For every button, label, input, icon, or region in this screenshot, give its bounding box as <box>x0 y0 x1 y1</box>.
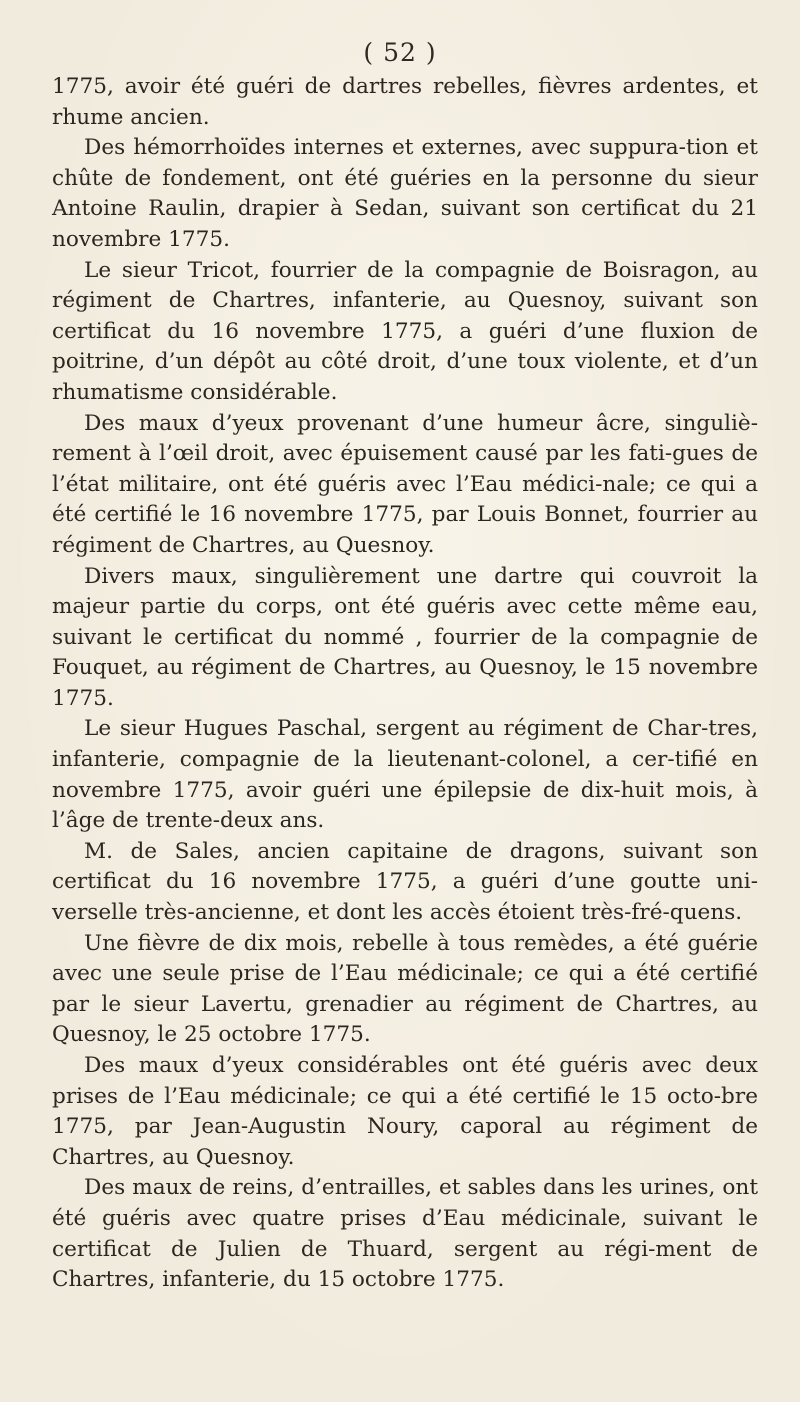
paragraph-tricot: Le sieur Tricot, fourrier de la compagnie de Boisragon, au régiment de Chartres, infanterie, au Quesnoy, suivant son certificat du 16 novembre 1775, a guéri d’une fluxion de poitrine, d’un dépôt au côté droit, d’une toux violente, et d’un rhumatisme considérable. <box>52 257 758 405</box>
paragraph-dartre: Divers maux, singulièrement une dartre qui couvroit la majeur partie du corps, ont été guéris avec cette même eau, suivant le certificat du nommé , fourrier de la compagnie de Fouquet, au régiment de Chartres, au Quesnoy, le 15 novembre 1775. <box>52 563 758 711</box>
paragraph-raulin: Des hémorrhoïdes internes et externes, avec suppura-tion et chûte de fondement, ont été guéries en la personne du sieur Antoine Raulin, drapier à Sedan, suivant son certificat du 21 novembre 1775. <box>52 135 758 252</box>
paragraph-noury: Des maux d’yeux considérables ont été guéris avec deux prises de l’Eau médicinale; ce qui a été certifié le 15 octo-bre 1775, par Jean-Augustin Noury, caporal au régiment de Chartres, au Quesnoy. <box>52 1053 758 1170</box>
page-body <box>52 72 758 1296</box>
paragraph-continuation: 1775, avoir été guéri de dartres rebelles, fièvres ardentes, et rhume ancien. <box>52 74 758 130</box>
paragraph-lavertu: Une fièvre de dix mois, rebelle à tous remèdes, a été guérie avec une seule prise de l’Eau médicinale; ce qui a été certifié par le sieur Lavertu, grenadier au régiment de Chartres, au Quesnoy, le 25 octobre 1775. <box>52 930 758 1048</box>
page-number: ( 52 ) <box>363 38 437 67</box>
paragraph-bonnet: Des maux d’yeux provenant d’une humeur âcre, singuliè-rement à l’œil droit, avec épuisement causé par les fati-gues de l’état militaire, ont été guéris avec l’Eau médici-nale; ce qui a été certifié le 16 novembre 1775, par Louis Bonnet, fourrier au régiment de Chartres, au Quesnoy. <box>52 410 758 558</box>
paragraph-thuard: Des maux de reins, d’entrailles, et sables dans les urines, ont été guéris avec quatre prises d’Eau médicinale, suivant le certificat de Julien de Thuard, sergent au régi-ment de Chartres, infanterie, du 15 octobre 1775. <box>52 1175 758 1293</box>
paragraph-paschal: Le sieur Hugues Paschal, sergent au régiment de Char-tres, infanterie, compagnie de la lieutenant-colonel, a cer-tifié en novembre 1775, avoir guéri une épilepsie de dix-huit mois, à l’âge de trente-deux ans. <box>52 716 758 834</box>
paragraph-sales: M. de Sales, ancien capitaine de dragons, suivant son certificat du 16 novembre 1775, a guéri d’une goutte uni-verselle très-ancienne, et dont les accès étoient très-fré-quens. <box>52 838 758 926</box>
